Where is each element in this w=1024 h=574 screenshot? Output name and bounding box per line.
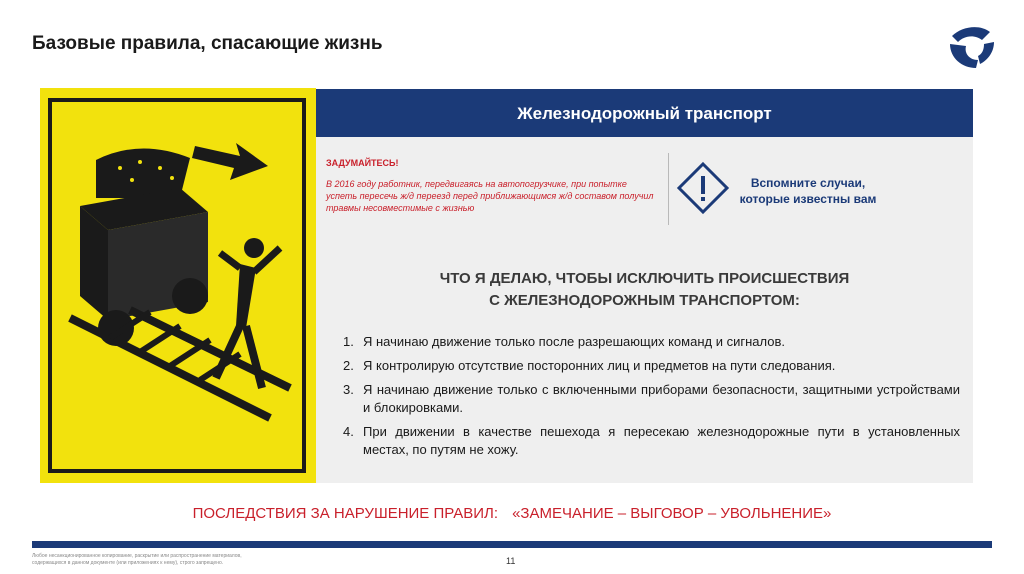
header-bar (316, 89, 973, 137)
railway-hazard-sign-icon (40, 88, 316, 483)
consequence-label: ПОСЛЕДСТВИЯ ЗА НАРУШЕНИЕ ПРАВИЛ: (192, 505, 499, 522)
content-panel (316, 137, 973, 483)
rule-text: Я начинаю движение только после разрешающих команд и сигналов. (363, 334, 785, 349)
warning-diamond-icon (676, 161, 730, 215)
footer-disclaimer: Любое несанкционированное копирование, раскрытие или распространение материалов, содержащихся в данном документе (или приложениях к нему), строго запрещено. (32, 553, 242, 566)
rule-item (343, 333, 960, 351)
rule-text: Я контролирую отсутствие посторонних лиц и предметов на пути следования. (363, 358, 836, 373)
company-logo-icon (946, 22, 996, 68)
rules-list (343, 333, 960, 465)
footer-bar (32, 541, 992, 548)
slide-title: Базовые правила, спасающие жизнь (32, 33, 383, 54)
railway-hazard-sign (40, 88, 316, 483)
vertical-divider (668, 153, 669, 225)
rule-text: Я начинаю движение только с включенными приборами безопасности, защитными устройствами и блокировками. (363, 382, 960, 415)
consequence-value: «ЗАМЕЧАНИЕ – ВЫГОВОР – УВОЛЬНЕНИЕ» (512, 505, 832, 522)
recall-text: Вспомните случаи, которые известны вам (739, 176, 877, 206)
rule-item (343, 381, 960, 417)
question-line-1: ЧТО Я ДЕЛАЮ, ЧТОБЫ ИСКЛЮЧИТЬ ПРОИСШЕСТВИЯ (439, 270, 850, 287)
question-line-2: С ЖЕЛЕЗНОДОРОЖНЫМ ТРАНСПОРТОМ: (489, 292, 800, 309)
rule-number: 1. (343, 334, 354, 349)
rule-text: При движении в качестве пешехода я пересекаю железнодорожные пути в установленных местах, по путям не хожу. (363, 424, 960, 457)
warning-title: ЗАДУМАЙТЕСЬ! (326, 158, 399, 168)
rule-item (343, 423, 960, 459)
rule-item (343, 357, 960, 375)
rule-number: 2. (343, 358, 354, 373)
rule-number: 3. (343, 382, 354, 397)
header-title: Железнодорожный транспорт (517, 104, 772, 123)
warning-text: В 2016 году работник, передвигаясь на автопогрузчике, при попытке успеть пересечь ж/д переезд перед приближающимся ж/д составом получил травмы несовместимые с жизнью (326, 179, 654, 213)
consequence-line (0, 505, 1024, 522)
rule-number: 4. (343, 424, 354, 439)
page-number: 11 (506, 556, 516, 566)
